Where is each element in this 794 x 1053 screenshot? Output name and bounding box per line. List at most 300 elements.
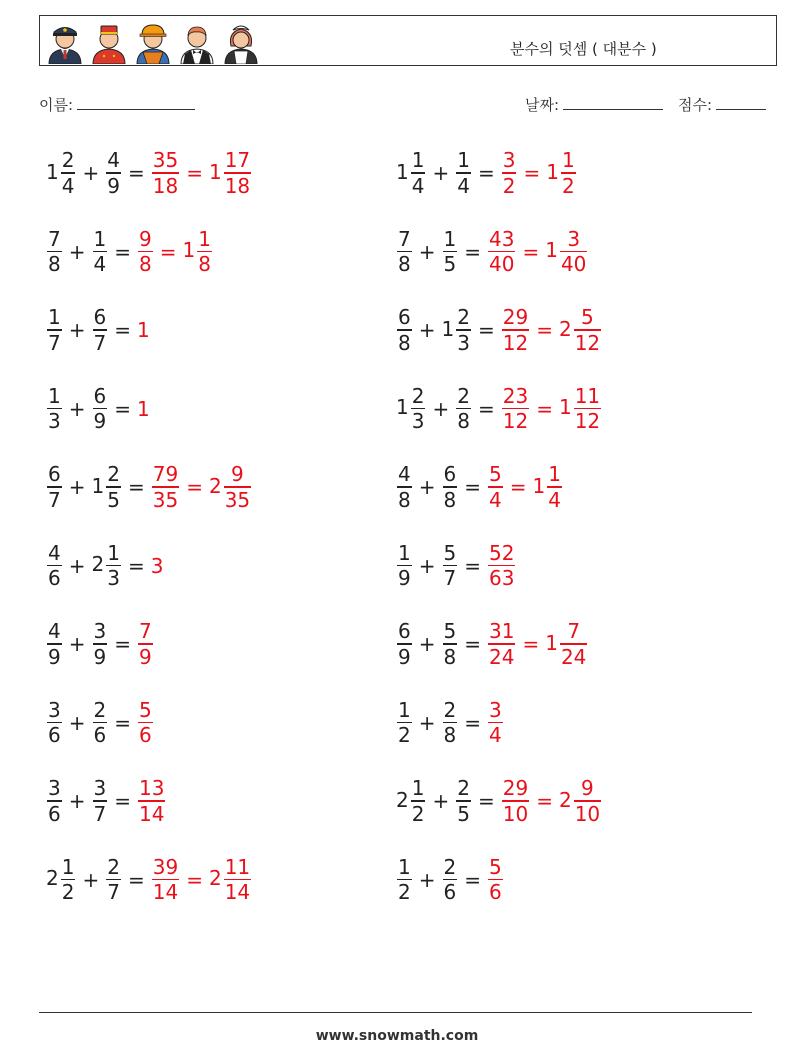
answer-value	[559, 384, 602, 434]
numerator: 3	[48, 697, 61, 722]
answer-value	[137, 776, 166, 826]
addend-1	[396, 698, 413, 748]
waiter-icon	[177, 20, 217, 64]
denominator: 2	[61, 880, 75, 905]
plus-sign: +	[418, 475, 436, 499]
answer-value	[501, 776, 530, 826]
denominator: 8	[443, 487, 457, 512]
numerator: 9	[231, 462, 244, 487]
numerator: 13	[139, 776, 165, 801]
fraction	[224, 855, 251, 905]
problem-item	[46, 300, 151, 360]
fraction	[397, 698, 412, 748]
score-field	[678, 94, 766, 115]
fraction	[197, 227, 212, 277]
worksheet-header	[39, 15, 777, 66]
addend-2	[442, 541, 459, 591]
denominator: 6	[48, 723, 61, 748]
problem-item	[396, 693, 504, 753]
numerator: 3	[93, 776, 107, 801]
fraction	[93, 619, 108, 669]
answer-value	[487, 855, 504, 905]
numerator: 7	[48, 226, 61, 251]
fraction	[106, 148, 121, 198]
problem-item	[46, 771, 166, 831]
name-label: 이름:	[39, 96, 74, 114]
problem-item	[46, 693, 154, 753]
whole-number: 1	[532, 473, 546, 498]
denominator: 8	[398, 252, 411, 277]
fraction	[47, 227, 62, 277]
denominator: 5	[457, 801, 470, 826]
numerator: 1	[443, 226, 457, 251]
addend-1	[46, 541, 63, 591]
denominator: 7	[93, 801, 107, 826]
denominator: 7	[48, 330, 61, 355]
fraction	[397, 305, 412, 355]
denominator: 2	[502, 173, 516, 198]
numerator: 2	[457, 383, 470, 408]
denominator: 12	[574, 330, 601, 355]
plus-sign: +	[68, 475, 86, 499]
equals-sign: =	[114, 318, 131, 342]
fraction	[47, 776, 62, 826]
answer	[501, 384, 602, 434]
equals-sign: =	[536, 396, 553, 421]
fraction	[93, 227, 108, 277]
answer-value	[501, 148, 518, 198]
whole-number: 1	[441, 316, 455, 341]
fraction	[456, 148, 471, 198]
numerator: 9	[139, 226, 152, 251]
fraction	[560, 227, 587, 277]
numerator: 1	[93, 226, 107, 251]
problem-item	[46, 536, 164, 596]
numerator: 4	[107, 148, 120, 173]
denominator: 9	[48, 644, 61, 669]
addend-2	[92, 305, 109, 355]
fraction	[138, 227, 153, 277]
fraction	[488, 227, 515, 277]
whole-number: 1	[91, 473, 105, 498]
numerator: 1	[398, 697, 411, 722]
denominator: 7	[107, 880, 120, 905]
answer-value	[487, 462, 504, 512]
equals-sign: =	[114, 396, 131, 421]
answer-value	[559, 776, 602, 826]
fraction	[488, 541, 515, 591]
fraction	[547, 462, 562, 512]
addend-1	[46, 148, 76, 198]
denominator: 4	[93, 252, 107, 277]
denominator: 4	[411, 173, 425, 198]
answer-value	[533, 462, 563, 512]
fraction	[47, 462, 62, 512]
numerator: 1	[198, 226, 211, 251]
fraction	[152, 148, 179, 198]
addend-2	[455, 776, 472, 826]
problem-item	[46, 143, 252, 203]
answer	[137, 318, 151, 342]
fraction	[488, 462, 503, 512]
numerator: 2	[107, 854, 120, 879]
denominator: 40	[489, 252, 515, 277]
plus-sign: +	[418, 239, 436, 264]
numerator: 3	[502, 148, 516, 173]
denominator: 9	[107, 173, 120, 198]
denominator: 8	[398, 330, 411, 355]
problem-item	[46, 222, 213, 282]
problem-item	[396, 771, 602, 831]
fraction	[106, 855, 121, 905]
numerator: 6	[93, 383, 107, 408]
numerator: 1	[411, 148, 425, 173]
plus-sign: +	[68, 239, 86, 264]
equals-sign: =	[127, 161, 145, 185]
answer-value	[501, 384, 530, 434]
numerator: 5	[443, 540, 457, 565]
whole-number: 1	[546, 159, 559, 184]
numerator: 6	[398, 619, 411, 644]
numerator: 29	[502, 776, 529, 801]
denominator: 10	[502, 801, 529, 826]
denominator: 63	[489, 566, 515, 591]
problem-item	[396, 222, 588, 282]
answer-value	[151, 554, 165, 578]
numerator: 2	[107, 462, 120, 487]
fraction	[47, 698, 62, 748]
equals-sign: =	[464, 553, 481, 578]
denominator: 9	[93, 644, 107, 669]
numerator: 29	[502, 305, 529, 330]
answer	[487, 227, 588, 277]
equals-sign: =	[114, 789, 131, 813]
addend-1	[396, 384, 426, 434]
denominator: 8	[398, 487, 411, 512]
addend-1	[46, 227, 63, 277]
answer	[501, 148, 577, 198]
addend-2	[92, 227, 109, 277]
fraction	[93, 698, 108, 748]
equals-sign: =	[522, 239, 540, 264]
name-blank[interactable]	[77, 95, 195, 110]
answer-value	[501, 305, 530, 355]
answer-value	[137, 227, 154, 277]
equals-sign: =	[114, 239, 131, 264]
fraction	[443, 462, 458, 512]
plus-sign: +	[68, 318, 86, 342]
numerator: 39	[152, 854, 179, 879]
numerator: 3	[567, 226, 581, 251]
fraction	[397, 541, 412, 591]
equals-sign: =	[477, 789, 495, 813]
whole-number: 1	[137, 318, 150, 342]
equals-sign: =	[186, 161, 203, 185]
fraction	[443, 698, 458, 748]
addend-2	[442, 462, 459, 512]
denominator: 3	[457, 330, 470, 355]
numerator: 5	[489, 462, 502, 487]
equals-sign: =	[114, 710, 131, 735]
denominator: 14	[139, 801, 165, 826]
addend-2	[105, 148, 122, 198]
denominator: 24	[489, 644, 515, 669]
fraction	[397, 462, 412, 512]
equals-sign: =	[464, 475, 481, 499]
answer	[487, 462, 563, 512]
denominator: 8	[443, 723, 457, 748]
fraction	[61, 855, 76, 905]
denominator: 3	[107, 566, 120, 591]
answer-value	[137, 619, 154, 669]
score-label: 점수:	[678, 96, 713, 114]
denominator: 10	[574, 801, 601, 826]
date-label: 날짜:	[525, 96, 560, 114]
whole-number: 1	[137, 396, 150, 421]
problem-item	[396, 379, 602, 439]
addend-2	[455, 384, 472, 434]
plus-sign: +	[418, 867, 436, 892]
answer-value	[137, 397, 151, 421]
equals-sign: =	[464, 710, 481, 735]
numerator: 5	[139, 697, 152, 722]
fraction	[488, 619, 515, 669]
numerator: 1	[411, 776, 425, 801]
plus-sign: +	[68, 710, 86, 735]
addend-2	[92, 541, 122, 591]
denominator: 14	[152, 880, 179, 905]
score-blank[interactable]	[716, 95, 766, 110]
numerator: 1	[107, 540, 120, 565]
plus-sign: +	[418, 710, 436, 735]
addend-1	[46, 776, 63, 826]
numerator: 52	[489, 540, 515, 565]
equals-sign: =	[127, 867, 145, 892]
denominator: 6	[139, 723, 152, 748]
problem-item	[396, 300, 602, 360]
answer	[137, 619, 154, 669]
fraction	[502, 148, 517, 198]
numerator: 3	[93, 619, 107, 644]
fraction	[397, 619, 412, 669]
answer-value	[545, 227, 588, 277]
addend-1	[46, 462, 63, 512]
fraction	[456, 305, 471, 355]
equals-sign: =	[464, 632, 481, 656]
fraction	[574, 384, 601, 434]
answer	[487, 698, 504, 748]
equals-sign: =	[522, 632, 540, 656]
date-blank[interactable]	[563, 95, 663, 110]
denominator: 5	[443, 252, 457, 277]
fraction	[224, 462, 251, 512]
answer-value	[487, 619, 516, 669]
equals-sign: =	[127, 553, 145, 578]
fraction	[93, 305, 108, 355]
plus-sign: +	[432, 396, 450, 421]
plus-sign: +	[432, 789, 450, 813]
problem-item	[46, 614, 154, 674]
addend-2	[442, 227, 459, 277]
addend-1	[396, 305, 413, 355]
denominator: 6	[48, 801, 61, 826]
numerator: 3	[489, 697, 502, 722]
problem-item	[46, 379, 151, 439]
denominator: 8	[198, 252, 211, 277]
fraction	[456, 776, 471, 826]
worker-icon	[133, 20, 173, 64]
numerator: 7	[139, 619, 152, 644]
addend-1	[396, 227, 413, 277]
answer-value	[209, 148, 252, 198]
date-field	[525, 94, 663, 115]
denominator: 7	[48, 487, 61, 512]
answer-value	[209, 855, 252, 905]
answer-value	[546, 148, 576, 198]
fraction	[574, 305, 601, 355]
problem-item	[46, 457, 252, 517]
addend-2	[442, 619, 459, 669]
addend-1	[396, 541, 413, 591]
whole-number: 1	[208, 159, 222, 184]
problem-item	[396, 536, 516, 596]
numerator: 4	[48, 540, 61, 565]
numerator: 1	[48, 383, 61, 408]
maid-icon	[221, 20, 261, 64]
answer	[137, 397, 151, 421]
answer	[137, 227, 213, 277]
fraction	[443, 227, 458, 277]
addend-2	[455, 148, 472, 198]
addend-2	[92, 462, 122, 512]
denominator: 4	[548, 487, 561, 512]
fraction	[502, 384, 529, 434]
addend-1	[396, 462, 413, 512]
addend-1	[46, 384, 63, 434]
addend-2	[92, 384, 109, 434]
numerator: 11	[224, 854, 251, 879]
denominator: 35	[152, 487, 179, 512]
fraction	[502, 305, 529, 355]
numerator: 5	[489, 854, 502, 879]
numerator: 1	[457, 148, 470, 173]
numerator: 5	[443, 619, 457, 644]
fraction	[47, 305, 62, 355]
fraction	[560, 619, 587, 669]
denominator: 24	[560, 644, 587, 669]
numerator: 6	[48, 462, 61, 487]
answer-value	[545, 619, 588, 669]
fraction	[456, 384, 471, 434]
equals-sign: =	[536, 789, 553, 813]
answer-value	[137, 318, 151, 342]
denominator: 35	[224, 487, 251, 512]
numerator: 7	[398, 226, 411, 251]
plus-sign: +	[68, 632, 86, 656]
addend-2	[92, 619, 109, 669]
answer	[501, 776, 602, 826]
whole-number: 2	[396, 787, 409, 812]
fraction	[138, 776, 165, 826]
denominator: 18	[152, 173, 179, 198]
fraction	[106, 541, 121, 591]
denominator: 2	[561, 173, 575, 198]
problem-item	[396, 850, 504, 910]
fraction	[138, 619, 153, 669]
plus-sign: +	[432, 161, 450, 185]
denominator: 40	[560, 252, 587, 277]
plus-sign: +	[68, 396, 86, 421]
answer	[487, 619, 588, 669]
fraction	[47, 541, 62, 591]
plus-sign: +	[418, 553, 436, 578]
numerator: 2	[61, 148, 75, 173]
answer-value	[137, 698, 154, 748]
denominator: 3	[411, 409, 425, 434]
addend-1	[46, 855, 76, 905]
denominator: 2	[398, 880, 411, 905]
fraction	[443, 619, 458, 669]
numerator: 7	[567, 619, 581, 644]
fraction	[93, 384, 108, 434]
addend-1	[396, 619, 413, 669]
numerator: 1	[548, 462, 561, 487]
equals-sign: =	[186, 475, 203, 499]
plus-sign: +	[68, 789, 86, 813]
whole-number: 1	[182, 238, 196, 262]
problem-item	[396, 614, 588, 674]
denominator: 9	[398, 644, 411, 669]
whole-number: 1	[396, 159, 409, 184]
equals-sign: =	[464, 867, 481, 892]
answer	[151, 855, 252, 905]
denominator: 6	[48, 566, 61, 591]
addend-2	[92, 698, 109, 748]
answer-value	[183, 227, 213, 277]
fraction	[106, 462, 121, 512]
denominator: 14	[224, 880, 251, 905]
denominator: 18	[224, 173, 251, 198]
denominator: 4	[489, 487, 502, 512]
denominator: 8	[139, 252, 152, 277]
answer-value	[487, 227, 516, 277]
equals-sign: =	[477, 318, 495, 342]
addend-2	[92, 776, 109, 826]
worksheet-title: 분수의 덧셈 ( 대분수 )	[510, 40, 657, 58]
numerator: 6	[398, 305, 411, 330]
answer-value	[151, 462, 180, 512]
denominator: 6	[93, 723, 107, 748]
equals-sign: =	[477, 161, 495, 185]
denominator: 12	[502, 409, 529, 434]
numerator: 31	[489, 619, 515, 644]
denominator: 8	[457, 409, 470, 434]
answer	[137, 776, 166, 826]
pilot-icon	[45, 20, 85, 64]
answer	[487, 541, 516, 591]
fraction	[443, 541, 458, 591]
answer	[137, 698, 154, 748]
whole-number: 2	[91, 552, 105, 576]
equals-sign: =	[536, 318, 553, 342]
denominator: 9	[93, 409, 107, 434]
addend-1	[46, 619, 63, 669]
fraction	[488, 698, 503, 748]
fraction	[47, 619, 62, 669]
addend-2	[442, 855, 459, 905]
numerator: 2	[443, 697, 457, 722]
problem-item	[396, 143, 577, 203]
